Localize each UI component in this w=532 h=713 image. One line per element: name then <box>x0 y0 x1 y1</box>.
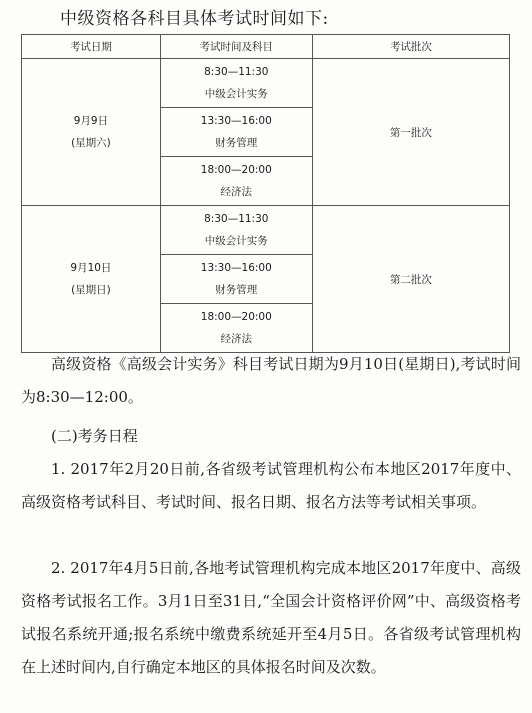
header-time-subject: 考试时间及科目 <box>160 35 312 59</box>
slot-cell <box>160 157 312 206</box>
slot-cell <box>160 304 312 353</box>
slot-cell <box>160 206 312 255</box>
slot-cell <box>160 255 312 304</box>
exam-weekday: (星期日) <box>71 284 111 296</box>
table-header-row <box>22 35 510 59</box>
schedule-item-2: 2. 2017年4月5日前,各地考试管理机构完成本地区2017年度中、高级资格考试报名工作。3月1日至31日,“全国会计资格评价网”中、高级资格考试报名系统开通;报名系统中缴费系统延开至4月5日。各省级考试管理机构在上述时间内,自行确定本地区的具体报名时间及次数。 <box>21 559 521 676</box>
slot-subject: 经济法 <box>220 333 253 345</box>
slot-subject: 财务管理 <box>215 137 258 149</box>
exam-date: 9月10日 <box>70 262 112 274</box>
slot-time: 18:00—20:00 <box>200 164 272 176</box>
batch-cell: 第二批次 <box>312 206 509 353</box>
slot-time: 8:30—11:30 <box>204 66 269 78</box>
slot-time: 18:00—20:00 <box>200 311 272 323</box>
date-cell <box>22 206 161 353</box>
slot-subject: 经济法 <box>220 186 253 198</box>
slot-time: 13:30—16:00 <box>200 115 272 127</box>
subsection-title: (二)考务日程 <box>51 427 138 445</box>
batch-cell: 第一批次 <box>312 59 509 206</box>
section-heading: 中级资格各科目具体考试时间如下: <box>60 9 329 29</box>
exam-date: 9月9日 <box>73 115 109 127</box>
header-exam-date: 考试日期 <box>22 35 161 59</box>
slot-subject: 中级会计实务 <box>204 235 268 247</box>
slot-cell <box>160 59 312 108</box>
schedule-item-1: 1. 2017年2月20日前,各省级考试管理机构公布本地区2017年度中、高级资格考试科目、考试时间、报名日期、报名方法等考试相关事项。 <box>21 460 521 511</box>
slot-time: 13:30—16:00 <box>200 262 272 274</box>
slot-subject: 中级会计实务 <box>204 88 268 100</box>
table-row <box>22 59 510 108</box>
table-row <box>22 206 510 255</box>
date-cell <box>22 59 161 206</box>
exam-weekday: (星期六) <box>71 137 111 149</box>
header-batch: 考试批次 <box>312 35 509 59</box>
exam-schedule-table <box>21 34 510 353</box>
slot-time: 8:30—11:30 <box>204 213 269 225</box>
senior-exam-paragraph: 高级资格《高级会计实务》科目考试日期为9月10日(星期日),考试时间为8:30—12:00。 <box>21 355 521 406</box>
slot-cell <box>160 108 312 157</box>
slot-subject: 财务管理 <box>215 284 258 296</box>
